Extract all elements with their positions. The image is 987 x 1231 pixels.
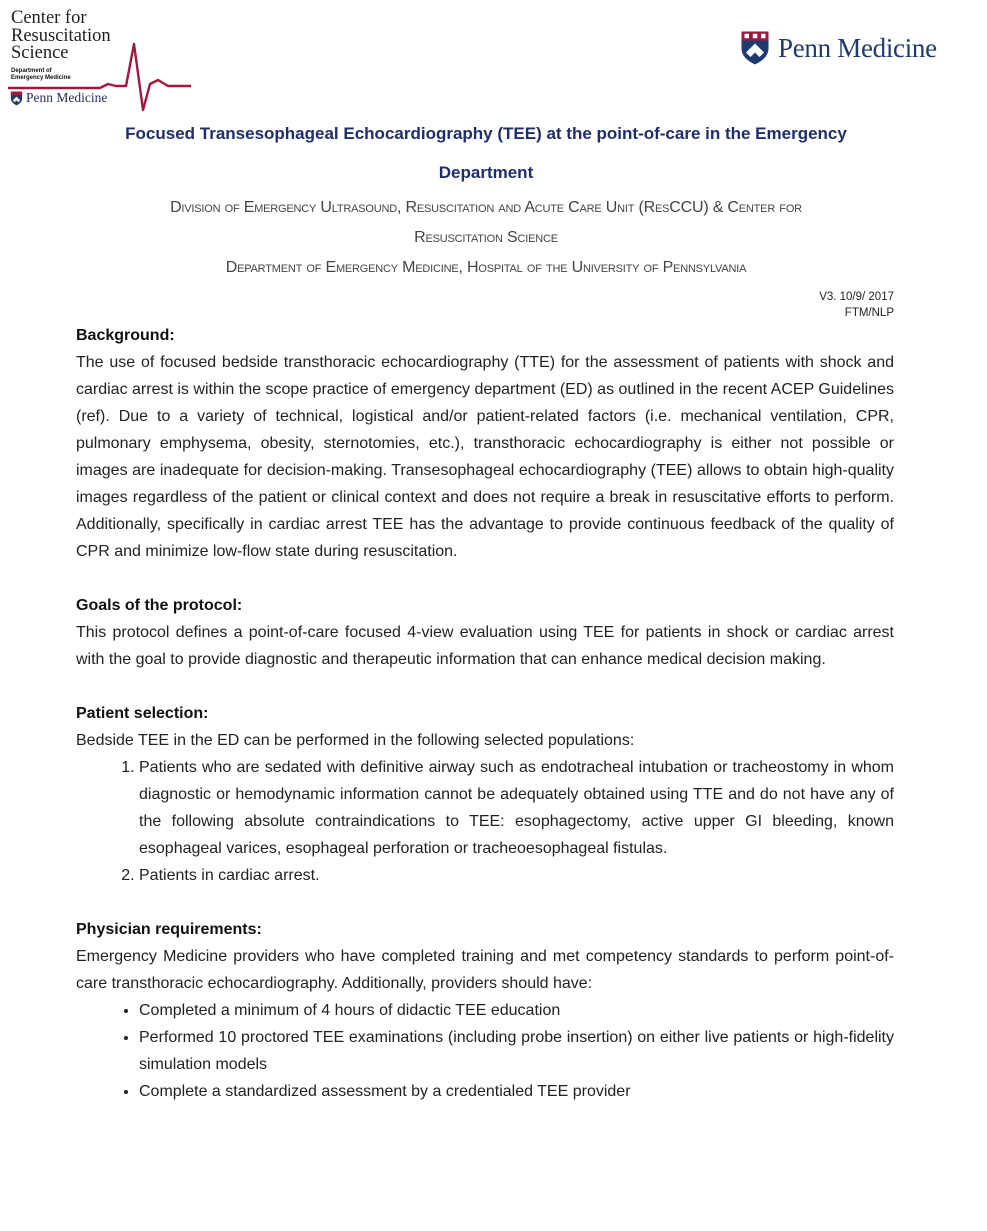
penn-shield-icon	[740, 30, 770, 66]
bullet-list	[76, 997, 894, 1105]
numbered-list	[76, 754, 894, 889]
penn-medicine-logo	[740, 30, 937, 66]
penn-medicine-small-logo	[10, 90, 107, 106]
document-body	[76, 322, 894, 1132]
section-heading: Background:	[76, 327, 175, 344]
affiliation-line-1: Division of Emergency Ultrasound, Resuscitation and Acute Care Unit (ResCCU) & Center for	[170, 199, 802, 216]
penn-shield-icon	[10, 91, 23, 106]
logo-title	[11, 10, 111, 63]
list-item: • Completed a minimum of 4 hours of didactic TEE education	[139, 997, 894, 1024]
section-paragraph: This protocol defines a point-of-care focused 4-view evaluation using TEE for patients in shock or cardiac arrest with the goal to provide diagnostic and therapeutic information that can enhance medical decision making.	[76, 624, 894, 668]
affiliation-line-2: Resuscitation Science	[414, 229, 558, 246]
section-background	[76, 322, 894, 565]
section-heading: Patient selection:	[76, 705, 209, 722]
dept-line-2: Emergency Medicine	[11, 75, 71, 81]
section-intro: Bedside TEE in the ED can be performed in the following selected populations:	[76, 732, 635, 749]
version-label: V3. 10/9/ 2017	[819, 291, 894, 303]
list-item: • Performed 10 proctored TEE examinations (including probe insertion) on either live patients or high-fidelity simulation models	[139, 1024, 894, 1078]
list-item: 1. Patients who are sedated with definitive airway such as endotracheal intubation or tracheostomy in whom diagnostic or hemodynamic information cannot be adequately obtained using TTE and do not have any of the following absolute contraindications to TEE: esophagectomy, active upper GI bleeding, known esophageal varices, esophageal perforation or tracheoesophageal fistulas.	[139, 754, 894, 862]
section-heading: Physician requirements:	[76, 921, 262, 938]
dept-line-1: Department of	[11, 68, 52, 74]
section-heading: Goals of the protocol:	[76, 597, 243, 614]
section-intro: Emergency Medicine providers who have completed training and met competency standards to perform point-of-care transthoracic echocardiography. Additionally, providers should have:	[76, 948, 894, 992]
section-paragraph: The use of focused bedside transthoracic echocardiography (TTE) for the assessment of patients with shock and cardiac arrest is within the scope practice of emergency department (ED) as outlined in the recent ACEP Guidelines (ref). Due to a variety of technical, logistical and/or patient-related factors (i.e. mechanical ventilation, CPR, pulmonary emphysema, obesity, sternotomies, etc.), transthoracic echocardiography is either not possible or images are inadequate for decision-making. Transesophageal echocardiography (TEE) allows to obtain high-quality images regardless of the patient or clinical context and does not require a break in resuscitative efforts to perform. Additionally, specifically in cardiac arrest TEE has the advantage to provide continuous feedback of the quality of CPR and minimize low-flow state during resuscitation.	[76, 354, 894, 560]
section-patient-selection	[76, 700, 894, 889]
center-for-resuscitation-science-logo	[8, 8, 198, 112]
logo-line-3: Science	[11, 43, 69, 63]
logo-department	[11, 68, 71, 82]
penn-medicine-small-text: Penn Medicine	[26, 90, 108, 105]
affiliation-line-3: Department of Emergency Medicine, Hospital of the University of Pennsylvania	[225, 259, 747, 276]
logo-line-2: Resuscitation	[11, 25, 111, 46]
list-item: 2. Patients in cardiac arrest.	[139, 862, 894, 889]
version-authors: FTM/NLP	[844, 307, 894, 319]
section-goals	[76, 592, 894, 673]
logo-line-1: Center for	[11, 8, 87, 28]
document-title-line-2: Department	[438, 163, 534, 182]
penn-medicine-text: Penn Medicine	[778, 32, 937, 63]
document-title-line-1: Focused Transesophageal Echocardiography (TEE) at the point-of-care in the Emergency	[125, 124, 847, 143]
section-physician-requirements	[76, 916, 894, 1105]
list-item: • Complete a standardized assessment by a credentialed TEE provider	[139, 1078, 894, 1105]
